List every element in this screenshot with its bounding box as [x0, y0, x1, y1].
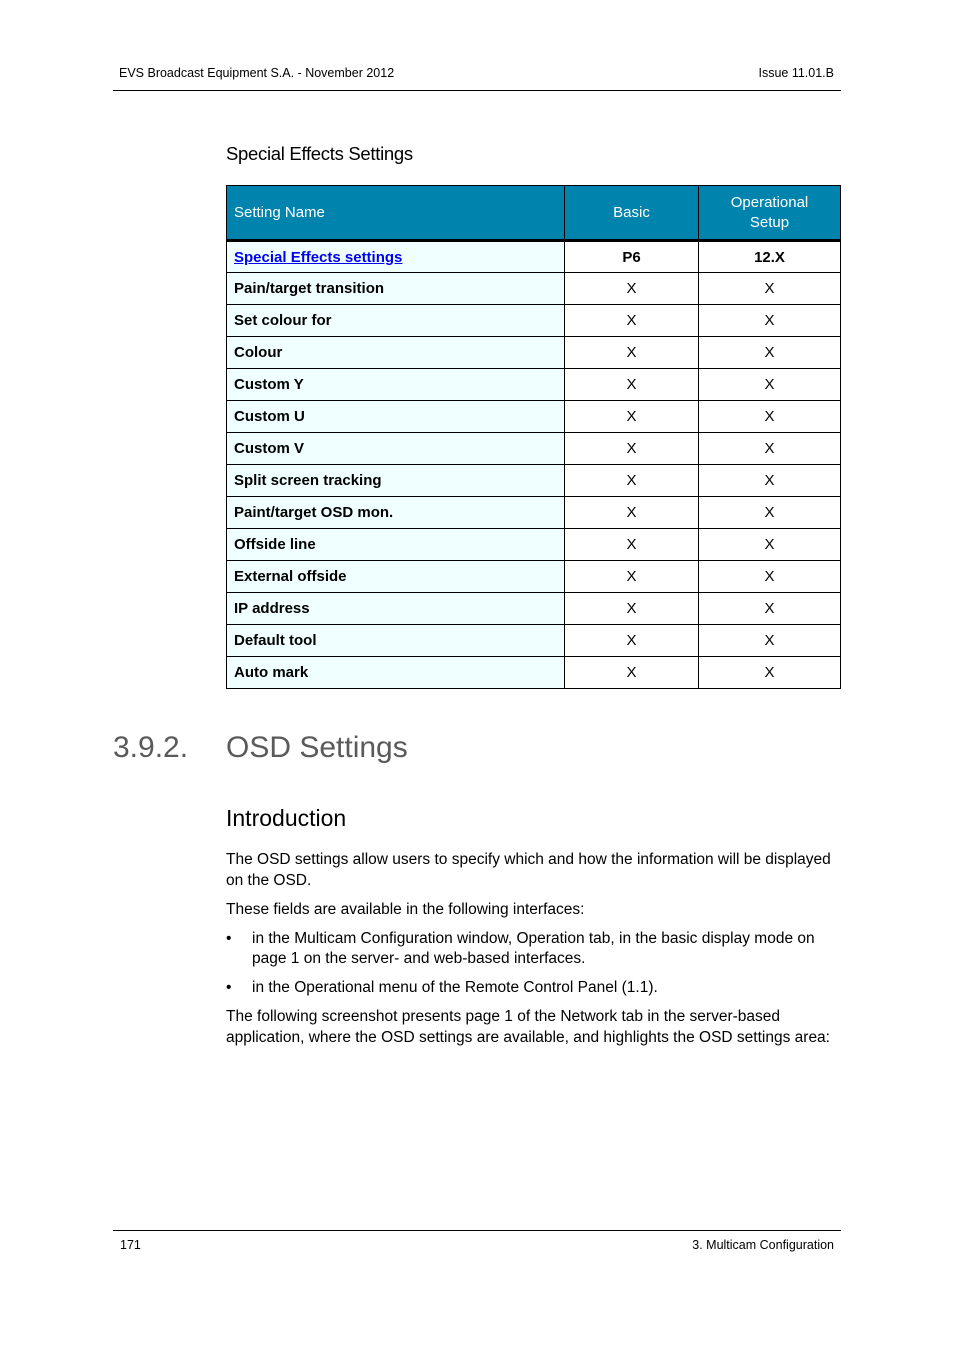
intro-body	[226, 850, 841, 1057]
page-footer	[113, 1230, 841, 1255]
list-item	[226, 978, 841, 999]
list-item-text: in the Operational menu of the Remote Control Panel (1.1).	[252, 979, 658, 996]
table-row	[227, 369, 841, 401]
row-basic-cell: X	[565, 273, 699, 305]
page-header	[113, 64, 841, 91]
row-basic-cell: X	[565, 305, 699, 337]
row-op-cell: X	[699, 305, 841, 337]
row-op-cell: X	[699, 657, 841, 689]
row-basic-cell: X	[565, 465, 699, 497]
intro-paragraph-1: The OSD settings allow users to specify which and how the information will be displayed on the OSD.	[226, 851, 831, 889]
row-basic-cell: X	[565, 529, 699, 561]
row-basic-cell: X	[565, 369, 699, 401]
row-op-cell: X	[699, 561, 841, 593]
table-row	[227, 305, 841, 337]
table-row	[227, 529, 841, 561]
table-row-link	[227, 241, 841, 273]
table-row	[227, 593, 841, 625]
row-basic-cell: P6	[565, 241, 699, 273]
table-row	[227, 401, 841, 433]
row-name-cell: IP address	[227, 593, 565, 625]
settings-table	[226, 185, 841, 689]
row-basic-cell: X	[565, 497, 699, 529]
row-basic-cell: X	[565, 337, 699, 369]
row-op-cell: X	[699, 273, 841, 305]
chapter-title: OSD Settings	[226, 731, 408, 764]
row-basic-cell: X	[565, 401, 699, 433]
col-header-operational-setup	[699, 186, 841, 241]
row-name-cell: Auto mark	[227, 657, 565, 689]
list-item	[226, 929, 841, 970]
bullet-icon: •	[226, 979, 232, 996]
table-row	[227, 433, 841, 465]
row-name-cell: Pain/target transition	[227, 273, 565, 305]
row-name-cell: Set colour for	[227, 305, 565, 337]
intro-paragraph-3: The following screenshot presents page 1 of the Network tab in the server-based application, where the OSD settings are available, and highlights the OSD settings area:	[226, 1008, 830, 1046]
row-op-cell: X	[699, 529, 841, 561]
row-name-cell: Custom Y	[227, 369, 565, 401]
header-issue: Issue 11.01.B	[758, 66, 834, 80]
row-op-cell: X	[699, 433, 841, 465]
intro-heading: Introduction	[226, 805, 347, 831]
page-number: 171	[120, 1238, 141, 1252]
section-title: Special Effects Settings	[226, 143, 413, 164]
table-header-row	[227, 186, 841, 241]
row-op-cell: 12.X	[699, 241, 841, 273]
row-name-cell: Offside line	[227, 529, 565, 561]
row-name-cell: External offside	[227, 561, 565, 593]
bullet-icon: •	[226, 929, 232, 947]
row-name-cell: Custom V	[227, 433, 565, 465]
table-row	[227, 625, 841, 657]
intro-paragraph-2: These fields are available in the following interfaces:	[226, 900, 585, 918]
row-op-cell: X	[699, 401, 841, 433]
col-header-op-line2: Setup	[749, 213, 790, 231]
row-op-cell: X	[699, 593, 841, 625]
row-op-cell: X	[699, 337, 841, 369]
row-name-cell: Split screen tracking	[227, 465, 565, 497]
chapter-number: 3.9.2.	[113, 731, 189, 764]
header-publisher: EVS Broadcast Equipment S.A. - November 2012	[119, 66, 395, 80]
table-row	[227, 497, 841, 529]
row-basic-cell: X	[565, 657, 699, 689]
list-item-text: in the Multicam Configuration window, Operation tab, in the basic display mode on page 1 on the server- and web-based interfaces.	[252, 929, 815, 967]
row-name-cell	[227, 241, 565, 273]
row-name-cell: Default tool	[227, 625, 565, 657]
row-basic-cell: X	[565, 561, 699, 593]
interfaces-list	[226, 929, 841, 999]
footer-chapter: 3. Multicam Configuration	[692, 1238, 834, 1252]
col-header-basic: Basic	[565, 186, 699, 241]
row-op-cell: X	[699, 369, 841, 401]
table-row	[227, 465, 841, 497]
special-effects-settings-link[interactable]: Special Effects settings	[234, 248, 403, 266]
row-name-cell: Colour	[227, 337, 565, 369]
row-op-cell: X	[699, 625, 841, 657]
row-op-cell: X	[699, 465, 841, 497]
col-header-op-line1: Operational	[730, 193, 809, 211]
row-basic-cell: X	[565, 625, 699, 657]
row-basic-cell: X	[565, 433, 699, 465]
col-header-setting-name: Setting Name	[227, 186, 565, 241]
row-name-cell: Custom U	[227, 401, 565, 433]
row-op-cell: X	[699, 497, 841, 529]
table-row	[227, 337, 841, 369]
table-row	[227, 273, 841, 305]
table-row	[227, 561, 841, 593]
row-basic-cell: X	[565, 593, 699, 625]
table-row	[227, 657, 841, 689]
row-name-cell: Paint/target OSD mon.	[227, 497, 565, 529]
